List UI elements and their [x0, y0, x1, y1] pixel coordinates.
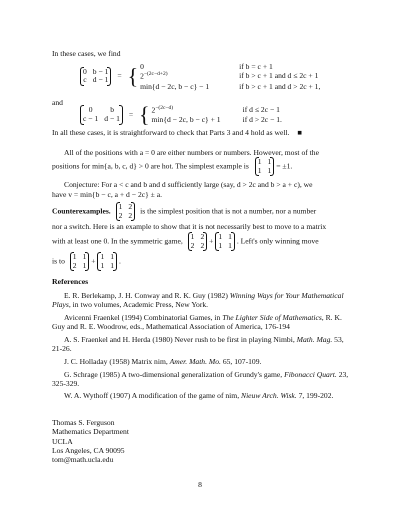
counterexamples-line3: with at least one 0. In the symmetric game, 1 2 2 2 + 1 1 1 1 . Left's only winning move	[52, 232, 319, 250]
reference-item: J. C. Holladay (1958) Matrix nim, Amer. Math. Mo. 65, 107-109.	[64, 357, 262, 366]
reference-item: Avicenni Fraenkel (1994) Combinatorial Games, in The Lighter Side of Mathematics, R. K. Guy and R. E. Woodrow, eds., Mathematical Association of America, 176-194	[52, 313, 342, 332]
counterexamples-line4: is to 1 1 2 1 + 1 1 1 1 .	[52, 252, 121, 270]
counterexamples-heading: Counterexamples.	[52, 206, 111, 216]
eq1-matrix: 0 b − 1 c d − 1	[80, 68, 111, 85]
para1-line2: positions for min{a, b, c, d} > 0 are hot. The simplest example is 1 1 1 1 = ±1.	[52, 157, 293, 175]
author-city: Los Angeles, CA 90095	[52, 445, 125, 455]
para1-matrix: 1 1 1 1	[255, 158, 275, 175]
author-department: Mathematics Department	[52, 427, 129, 437]
counter-matrix-3: 1 1 1 1	[215, 233, 235, 250]
conjecture-line2: have v = min{b − c, a + d − 2c} ± a.	[52, 190, 162, 199]
eq1-cases: 0 if b = c + 1 $2^{-(2c-d+2)}$ if b > c + 1 and d ≤ 2c + 1 min{d − 2c, b − c} − 1 if b > c + 1 and d > 2c + 1,	[140, 62, 321, 91]
intro-text: In these cases, we find	[52, 49, 121, 58]
eq2-cases: $2^{-(2c-d)}$ if d ≤ 2c − 1 min{d − 2c, b − c} + 1 if d > 2c − 1.	[151, 105, 282, 125]
reference-item: G. Schrage (1985) A two-dimensional generalization of Grundy's game, Fibonacci Quart. 23, 325-329.	[52, 370, 349, 389]
reference-item: E. R. Berlekamp, J. H. Conway and R. K. Guy (1982) Winning Ways for Your Mathematical Plays, in two volumes, Academic Press, New York.	[52, 291, 344, 310]
reference-item: A. S. Fraenkel and H. Herda (1980) Never rush to be first in playing Nimbi, Math. Mag. 53, 21-26.	[52, 335, 344, 354]
author-email: tom@math.ucla.edu	[52, 455, 114, 464]
counter-matrix-2: 1 2 2 2	[188, 233, 208, 250]
all-cases-text: In all these cases, it is straightforward to check that Parts 3 and 4 hold as well. ■	[52, 128, 302, 137]
reference-item: W. A. Wythoff (1907) A modification of the game of nim, Nieuw Arch. Wisk. 7, 199-202.	[64, 391, 334, 400]
eq2-matrix: 0 b c − 1 d − 1	[80, 106, 123, 123]
equation-1: 0 b − 1 c d − 1 = { 0 if b = c + 1 $2^{-(2c-d+2)}$ if b > c + 1 and d ≤ 2c + 1 min{d − 2c, b − c} − 1 if b > c + 1 and d > 2c + 1,	[80, 62, 320, 91]
counterexamples-line2: nor a switch. Here is an example to show that it is not necessarily best to move to a matrix	[52, 222, 327, 231]
references-heading: References	[52, 277, 89, 286]
and-text: and	[52, 98, 63, 107]
conjecture-line1: Conjecture: For a < c and b and d sufficiently large (say, d > 2c and b > a + c), we	[64, 180, 313, 189]
counter-matrix-5: 1 1 1 1	[97, 253, 117, 270]
counterexamples-line1: Counterexamples. 1 2 2 2 is the simplest position that is not a number, nor a number	[52, 202, 317, 220]
author-name: Thomas S. Ferguson	[52, 418, 115, 427]
author-university: UCLA	[52, 436, 73, 446]
counter-matrix-4: 1 1 2 1	[70, 253, 90, 270]
page-number: 8	[198, 480, 202, 489]
equation-2: 0 b c − 1 d − 1 = { $2^{-(2c-d)}$ if d ≤ 2c − 1 min{d − 2c, b − c} + 1 if d > 2c − 1.	[80, 104, 282, 126]
counter-matrix-1: 1 2 2 2	[116, 203, 136, 220]
author-address	[52, 418, 129, 464]
qed-symbol: ■	[297, 128, 302, 137]
para1-line1: All of the positions with a = 0 are either numbers or numbers. However, most of the	[64, 148, 319, 157]
